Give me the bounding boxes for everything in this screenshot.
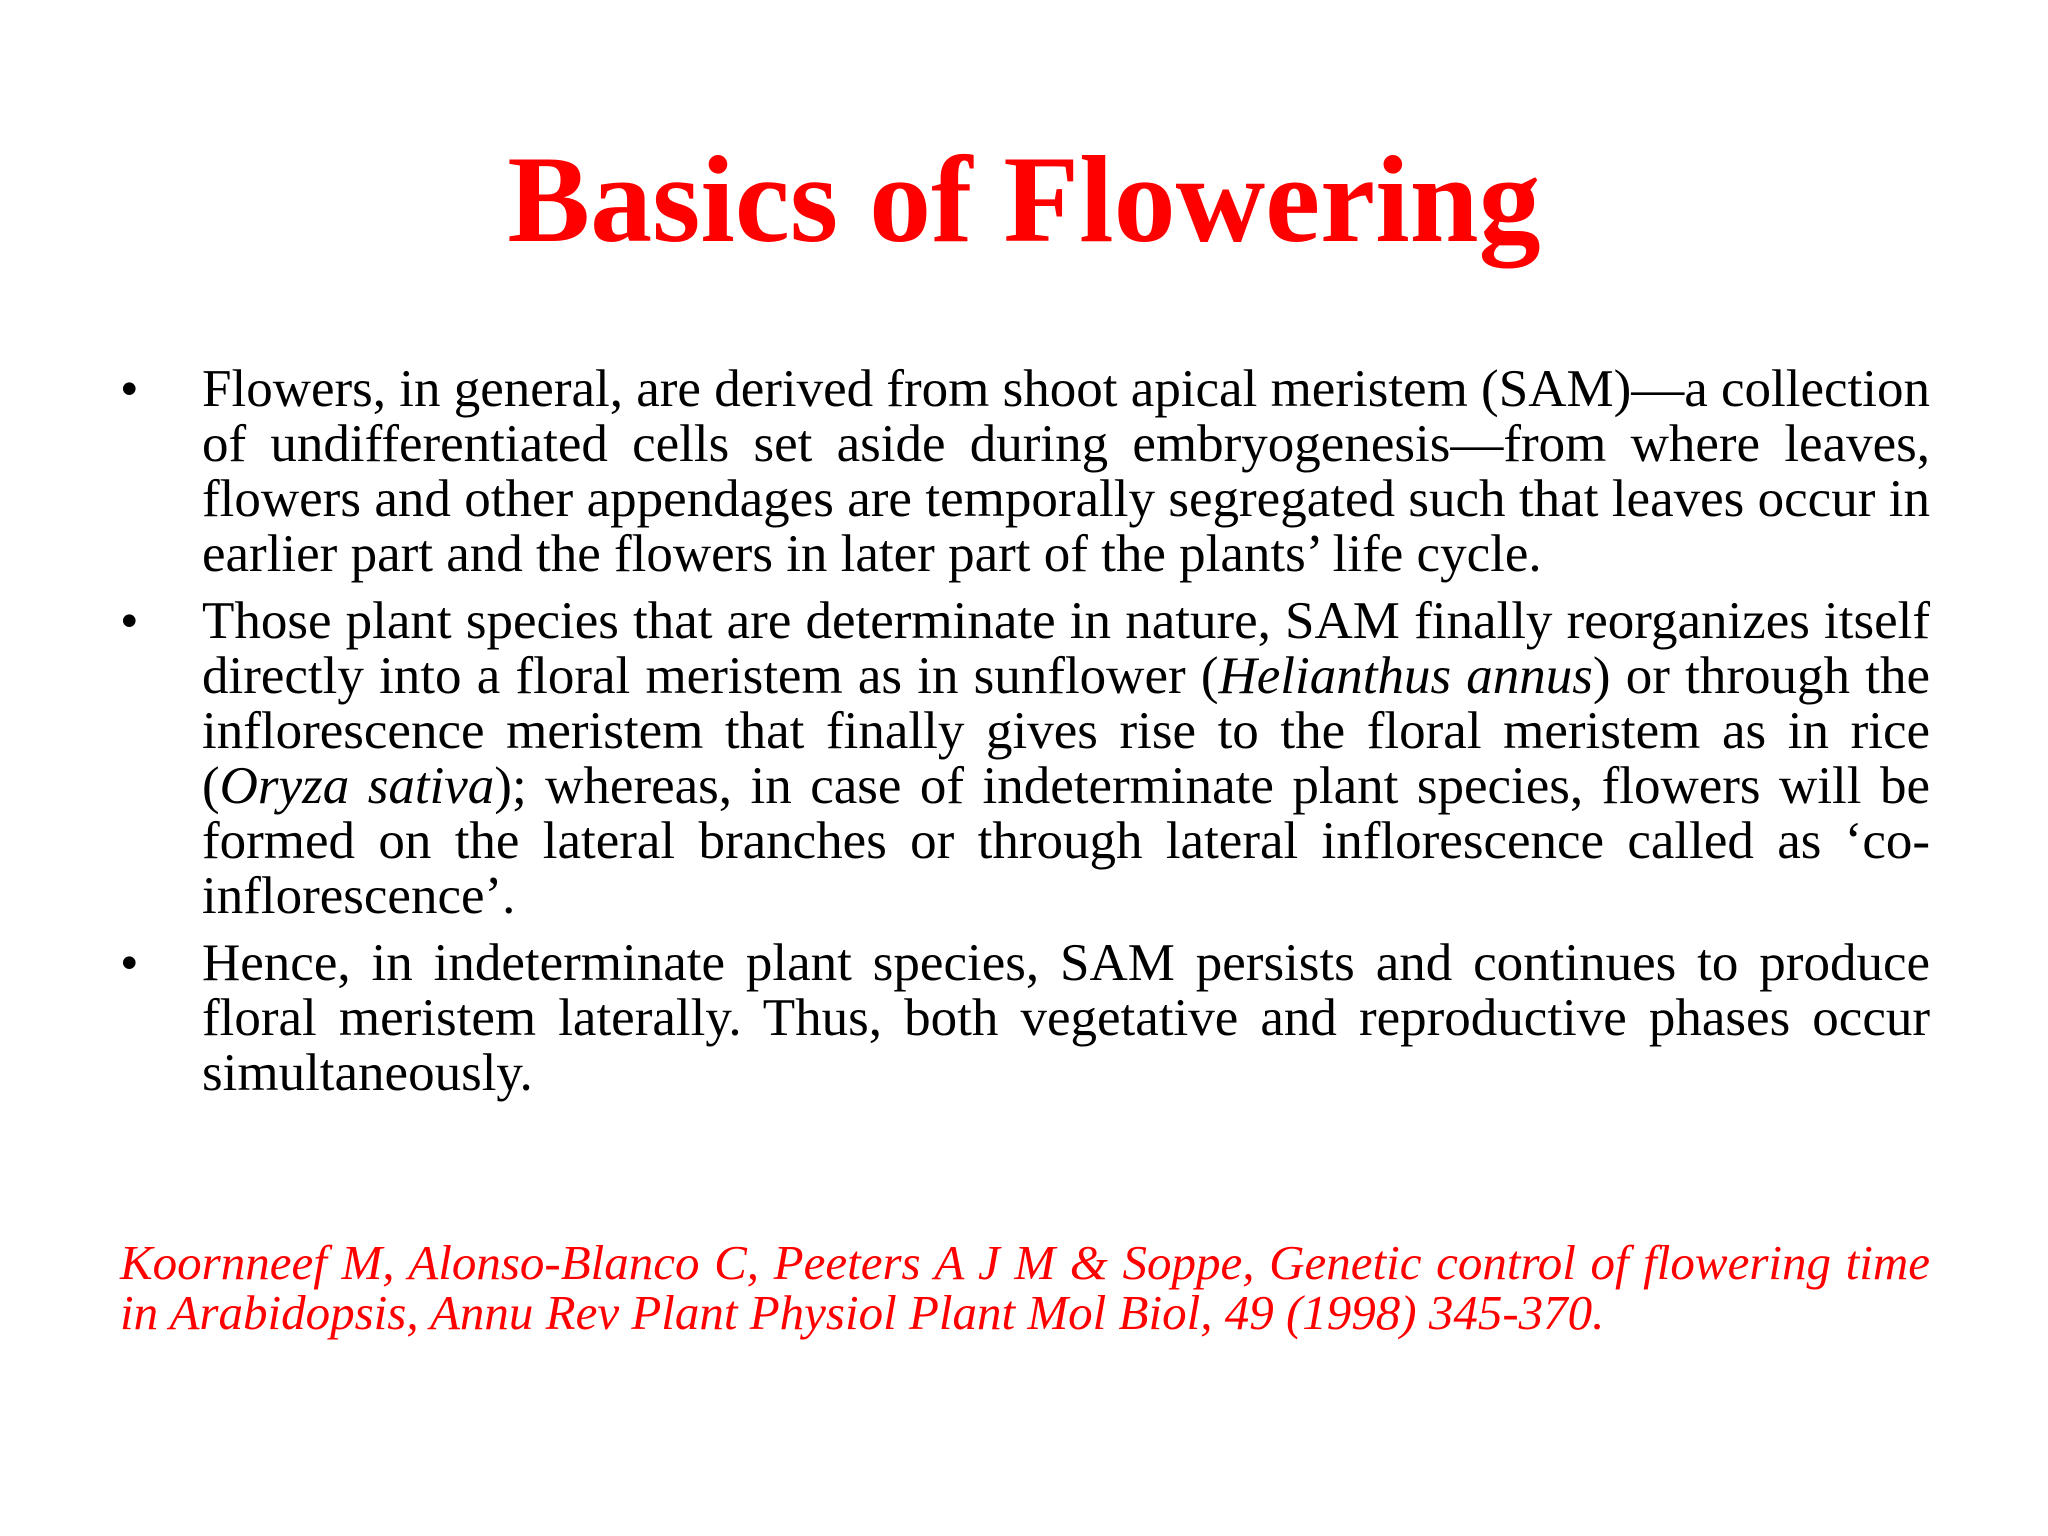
text-segment: ); whereas, in case of indeterminate plant species, flowers will be formed on the lateral branches or through lateral inflorescence called as ‘co- inflorescence’. bbox=[202, 757, 1930, 925]
bullet-text bbox=[202, 934, 1930, 1102]
species-name-italic: Helianthus annus bbox=[1218, 647, 1593, 705]
bullet-item bbox=[120, 594, 1930, 924]
bullet-item bbox=[120, 936, 1930, 1101]
text-segment: ) or through the inflorescence meristem that finally gives rise to the floral meristem as in rice ( bbox=[202, 647, 1930, 815]
species-name-italic: Oryza sativa bbox=[219, 757, 495, 815]
text-segment: Those plant species that are determinate in nature, SAM finally reorganizes itself directly into a floral meristem as in sunflower ( bbox=[202, 592, 1930, 705]
bullet-marker: • bbox=[120, 934, 139, 992]
reference-citation: Koornneef M, Alonso-Blanco C, Peeters A J M & Soppe, Genetic control of flowering time in Arabidopsis, Annu Rev Plant Physiol Plant Mol Biol, 49 (1998) 345-370. bbox=[120, 1235, 1930, 1340]
text-segment: Hence, in indeterminate plant species, SAM persists and continues to produce floral meristem laterally. Thus, both vegetative and reproductive phases occur simultaneously. bbox=[202, 934, 1930, 1102]
bullet-text bbox=[202, 360, 1930, 583]
bullet-list bbox=[120, 362, 1930, 1113]
slide-title: Basics of Flowering bbox=[507, 131, 1541, 268]
text-segment: Flowers, in general, are derived from shoot apical meristem (SAM)—a collection of undifferentiated cells set aside during embryogenesis—from where leaves, flowers and other appendages are temporally segregated such that leaves occur in earlier part and the flowers in later part of the plants’ life cycle. bbox=[202, 360, 1930, 583]
bullet-item bbox=[120, 362, 1930, 582]
bullet-text bbox=[202, 592, 1930, 925]
bullet-marker: • bbox=[120, 360, 139, 418]
bullet-marker: • bbox=[120, 592, 139, 650]
